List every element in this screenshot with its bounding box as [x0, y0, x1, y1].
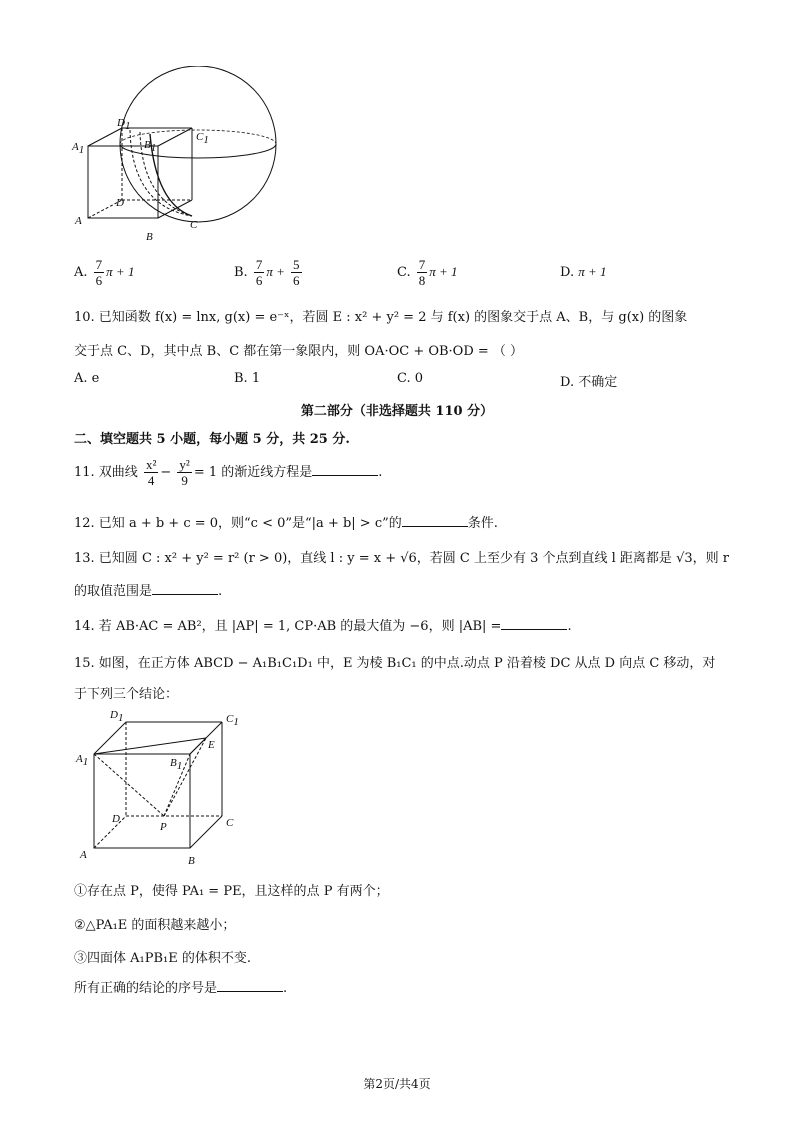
label-D1: D1	[110, 709, 124, 724]
q13-answer-blank[interactable]	[152, 582, 218, 595]
q9-option-d: D. π + 1	[560, 264, 607, 280]
q10-line2: 交于点 C、D，其中点 B、C 都在第一象限内，则 OA·OC + OB·OD = （ ）	[74, 344, 524, 359]
figure-cube	[74, 704, 254, 870]
label-A: A	[80, 849, 87, 861]
part2-title: 第二部分（非选择题共 110 分）	[300, 404, 494, 419]
label-C1: C1	[196, 131, 209, 146]
q10-option-d: D. 不确定	[560, 375, 618, 390]
label-P: P	[160, 821, 167, 833]
q14-answer-blank[interactable]	[501, 617, 567, 630]
q12: 12. 已知 a + b + c = 0，则“c < 0”是“|a + b| > c”的 条件.	[74, 516, 498, 531]
figure-sphere-cube	[70, 66, 285, 250]
q13-line1: 13. 已知圆 C : x² + y² = r² (r > 0)，直线 l : y = x + √6，若圆 C 上至少有 3 个点到直线 l 距离都是 √3，则 r	[74, 551, 729, 566]
q15-conclusion-1: ①存在点 P，使得 PA₁ = PE，且这样的点 P 有两个；	[74, 884, 389, 899]
label-D: D	[116, 197, 124, 209]
label-B: B	[146, 231, 153, 243]
label-E: E	[208, 739, 215, 751]
q15-ask: 所有正确的结论的序号是 .	[74, 981, 288, 996]
q14: 14. 若 AB·AC = AB²，且 |AP| = 1, CP·AB 的最大值为 −6，则 |AB| = .	[74, 619, 572, 634]
q15-line1: 15. 如图，在正方体 ABCD − A₁B₁C₁D₁ 中，E 为棱 B₁C₁ 的中点.动点 P 沿着棱 DC 从点 D 向点 C 移动，对	[74, 656, 716, 671]
label-D: D	[112, 813, 120, 825]
section2-title: 二、填空题共 5 小题，每小题 5 分，共 25 分.	[74, 432, 350, 447]
q10-option-b: B. 1	[234, 371, 261, 386]
q9-options	[74, 257, 724, 289]
q9-option-a: A. $\frac{7}{6}$ π + 1	[74, 257, 135, 288]
q9-option-b: B. $\frac{7}{6}$ π + $\frac{5}{6}$	[234, 257, 300, 288]
label-D1: D1	[117, 117, 131, 132]
label-C: C	[190, 219, 198, 231]
label-B1: B1	[170, 757, 183, 772]
q10-line1: 10. 已知函数 f(x) = lnx, g(x) = e⁻ˣ，若圆 E : x² + y² = 2 与 f(x) 的图象交于点 A、B，与 g(x) 的图象	[74, 310, 688, 325]
label-C1: C1	[226, 713, 239, 728]
label-B1: B1	[144, 139, 157, 154]
label-A: A	[75, 215, 82, 227]
q10-option-a: A. e	[74, 371, 100, 386]
q11: 11. 双曲线 $\frac{\text{x²}}{4}$ − $\frac{\text{y²}}{9}$ = 1 的渐近线方程是 .	[74, 457, 383, 488]
label-A1: A1	[72, 141, 85, 156]
q15-answer-blank[interactable]	[217, 979, 283, 992]
q15-conclusion-3: ③四面体 A₁PB₁E 的体积不变.	[74, 951, 251, 966]
page-footer: 第2页/共4页	[363, 1077, 431, 1091]
q12-answer-blank[interactable]	[402, 514, 468, 527]
q13-line2: 的取值范围是 .	[74, 584, 223, 599]
label-C: C	[226, 817, 234, 829]
label-A1: A1	[76, 753, 89, 768]
q10-option-c: C. 0	[397, 371, 424, 386]
label-B: B	[188, 855, 195, 867]
q15-line2: 于下列三个结论：	[74, 687, 179, 702]
q9-option-c: C. $\frac{7}{8}$ π + 1	[397, 257, 458, 288]
q10-options	[74, 371, 724, 389]
q11-answer-blank[interactable]	[312, 463, 378, 476]
q15-conclusion-2: ②△PA₁E 的面积越来越小；	[74, 918, 236, 933]
